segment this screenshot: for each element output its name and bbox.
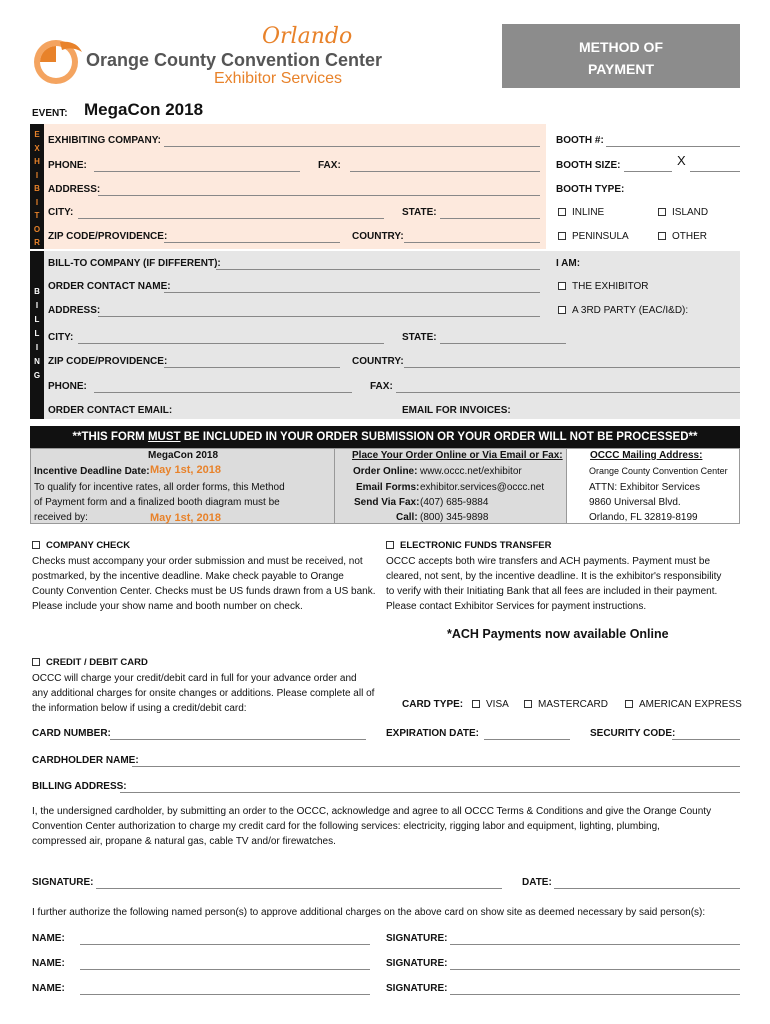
authorization-text (32, 804, 744, 849)
eft-line: Please contact Exhibitor Services for payment instructions. (386, 601, 647, 612)
bill-to-label: BILL-TO COMPANY (IF DIFFERENT): (48, 258, 221, 269)
checkbox-icon[interactable] (558, 306, 566, 314)
bill-to-field[interactable] (216, 269, 540, 270)
method-line2: PAYMENT (587, 61, 655, 77)
card-amex-option[interactable] (625, 699, 742, 710)
booth-inline-option[interactable] (558, 207, 604, 218)
authorized-name-field-3[interactable] (80, 994, 370, 995)
booth-number-field[interactable] (606, 146, 740, 147)
side-letter: I (35, 197, 39, 207)
side-letter: B (34, 184, 40, 193)
card-visa-label: VISA (486, 699, 509, 710)
occc-logo (26, 24, 383, 90)
ach-notice: *ACH Payments now available Online (447, 627, 669, 641)
billing-zip-label: ZIP CODE/PROVIDENCE: (48, 356, 168, 367)
email-forms-label: Email Forms: (356, 482, 420, 493)
eft-line: to verify with their Initiating Bank that all fees are included in their payment. (386, 586, 718, 597)
credit-card-line: the information below if using a credit/debit card: (32, 703, 247, 714)
credit-card-line: OCCC will charge your credit/debit card in full for your advance order and (32, 673, 357, 684)
booth-inline-label: INLINE (572, 207, 605, 218)
i-am-third-party-label: A 3RD PARTY (EAC/I&D): (572, 305, 689, 316)
further-authorize-text: I further authorize the following named person(s) to approve additional charges on the above card on show site as deemed necessary by said person(s): (32, 907, 706, 918)
info-col3-title: OCCC Mailing Address: (590, 450, 703, 461)
checkbox-icon[interactable] (658, 232, 666, 240)
phone-label: PHONE: (48, 160, 87, 171)
city-label: CITY: (48, 207, 74, 218)
qualify-text-1: To qualify for incentive rates, all order forms, this Method (34, 482, 285, 493)
security-code-field[interactable] (672, 739, 740, 740)
side-letter: L (34, 315, 40, 324)
card-type-label: CARD TYPE: (402, 699, 464, 710)
warning-banner (30, 426, 740, 448)
billing-zip-field[interactable] (164, 367, 340, 368)
send-fax-label: Send Via Fax: (354, 497, 420, 508)
i-am-third-party-option[interactable] (558, 305, 688, 316)
order-contact-label: ORDER CONTACT NAME: (48, 281, 171, 292)
credit-card-text (32, 671, 392, 716)
booth-island-option[interactable] (658, 207, 708, 218)
qualify-text-2: of Payment form and a finalized booth diagram must be (34, 497, 280, 508)
received-by-date: May 1st, 2018 (150, 512, 221, 524)
fax-field[interactable] (350, 171, 540, 172)
checkbox-icon[interactable] (32, 541, 40, 549)
checkbox-icon[interactable] (386, 541, 394, 549)
sun-logo-icon (30, 34, 88, 86)
call-label: Call: (396, 512, 418, 523)
card-number-field[interactable] (110, 739, 366, 740)
authorized-name-field-1[interactable] (80, 944, 370, 945)
authorized-signature-field-1[interactable] (450, 944, 740, 945)
side-letter: O (33, 224, 41, 234)
company-check-text (32, 554, 382, 614)
date-field[interactable] (554, 888, 740, 889)
billing-city-field[interactable] (78, 343, 384, 344)
checkbox-icon[interactable] (558, 232, 566, 240)
credit-card-title: CREDIT / DEBIT CARD (46, 657, 148, 668)
banner-text-pre: **THIS FORM (72, 431, 148, 443)
cardholder-name-label: CARDHOLDER NAME: (32, 755, 139, 766)
authorized-name-label-3: NAME: (32, 983, 65, 994)
exhibiting-company-label: EXHIBITING COMPANY: (48, 135, 161, 146)
authorized-signature-label-2: SIGNATURE: (386, 958, 448, 969)
authorized-signature-label-3: SIGNATURE: (386, 983, 448, 994)
billing-side-bar (30, 251, 44, 419)
date-label: DATE: (522, 877, 552, 888)
billing-city-label: CITY: (48, 332, 74, 343)
card-billing-address-label: BILLING ADDRESS: (32, 781, 127, 792)
side-letter: N (34, 357, 40, 366)
info-col2-title: Place Your Order Online or Via Email or Fax: (352, 450, 563, 461)
checkbox-icon[interactable] (658, 208, 666, 216)
eft-title: ELECTRONIC FUNDS TRANSFER (400, 540, 552, 551)
fax-label: FAX: (318, 160, 341, 171)
billing-state-label: STATE: (402, 332, 437, 343)
billing-address-field[interactable] (98, 316, 540, 317)
side-letter: B (34, 287, 40, 296)
company-check-line: postmarked, by the incentive deadline. Make check payable to Orange (32, 571, 344, 582)
billing-section (44, 251, 740, 419)
billing-fax-label: FAX: (370, 381, 393, 392)
method-line1: METHOD OF (579, 39, 663, 55)
booth-size-depth-field[interactable] (690, 171, 740, 172)
side-letter: T (34, 211, 40, 220)
i-am-label: I AM: (556, 258, 581, 269)
address-field[interactable] (98, 195, 540, 196)
event-label: EVENT: (32, 108, 68, 119)
exhibiting-company-field[interactable] (164, 146, 540, 147)
card-billing-address-field[interactable] (120, 792, 740, 793)
checkbox-icon[interactable] (625, 700, 633, 708)
mailing-address-1: Orange County Convention Center (589, 466, 728, 476)
side-letter: H (34, 157, 40, 166)
exhibitor-side-bar (30, 124, 44, 249)
state-label: STATE: (402, 207, 437, 218)
booth-size-width-field[interactable] (624, 171, 672, 172)
state-field[interactable] (440, 218, 540, 219)
info-col1-title: MegaCon 2018 (148, 450, 219, 461)
checkbox-icon[interactable] (32, 658, 40, 666)
company-check-line: County Convention Center. Checks must be US funds drawn from a US bank. (32, 586, 376, 597)
authorized-signature-field-2[interactable] (450, 969, 740, 970)
card-number-label: CARD NUMBER: (32, 728, 111, 739)
billing-address-label: ADDRESS: (48, 305, 101, 316)
billing-country-field[interactable] (404, 367, 740, 368)
booth-size-x: X (677, 153, 686, 168)
order-online-link[interactable]: www.occc.net/exhibitor (420, 466, 522, 477)
billing-state-field[interactable] (440, 343, 566, 344)
side-letter: L (34, 329, 40, 338)
billing-phone-field[interactable] (94, 392, 352, 393)
side-letter: G (33, 371, 41, 380)
authorization-line: compressed air, propane & natural gas, cable TV and/or firewatches. (32, 836, 336, 847)
mailing-address-2: ATTN: Exhibitor Services (589, 482, 700, 493)
authorized-name-label-1: NAME: (32, 933, 65, 944)
side-letter: X (34, 143, 40, 153)
booth-number-label: BOOTH #: (556, 135, 604, 146)
credit-card-option[interactable] (32, 657, 148, 668)
authorized-name-label-2: NAME: (32, 958, 65, 969)
i-am-exhibitor-option[interactable] (558, 281, 649, 292)
address-label: ADDRESS: (48, 184, 101, 195)
side-letter: I (35, 170, 39, 180)
authorization-line: I, the undersigned cardholder, by submitting an order to the OCCC, acknowledge and agree to all OCCC Terms & Conditions and give the Orange County (32, 806, 712, 817)
logo-line2: Exhibitor Services (214, 70, 343, 87)
incentive-deadline-label: Incentive Deadline Date: (34, 466, 150, 477)
method-of-payment-box (502, 24, 740, 88)
zip-label: ZIP CODE/PROVIDENCE: (48, 231, 168, 242)
security-code-label: SECURITY CODE: (590, 728, 676, 739)
expiration-field[interactable] (484, 739, 570, 740)
checkbox-icon[interactable] (558, 208, 566, 216)
event-value: MegaCon 2018 (84, 100, 204, 119)
country-field[interactable] (404, 242, 540, 243)
company-check-title: COMPANY CHECK (46, 540, 131, 551)
booth-other-option[interactable] (658, 231, 707, 242)
zip-field[interactable] (164, 242, 340, 243)
card-amex-label: AMERICAN EXPRESS (639, 699, 742, 710)
booth-island-label: ISLAND (672, 207, 709, 218)
card-mastercard-option[interactable] (524, 699, 608, 710)
signature-label: SIGNATURE: (32, 877, 94, 888)
order-contact-email-label: ORDER CONTACT EMAIL: (48, 405, 173, 416)
booth-size-label: BOOTH SIZE: (556, 160, 621, 171)
side-letter: E (34, 130, 40, 139)
company-check-line: Please include your show name and booth number on check. (32, 601, 303, 612)
card-mastercard-label: MASTERCARD (538, 699, 609, 710)
qualify-text-3: received by: (34, 512, 88, 523)
invoice-email-label: EMAIL FOR INVOICES: (402, 405, 511, 416)
call-number: (800) 345-9898 (420, 512, 489, 523)
mailing-address-3: 9860 Universal Blvd. (589, 497, 681, 508)
billing-fax-field[interactable] (396, 392, 740, 393)
order-online-label: Order Online: (353, 466, 418, 477)
side-letter: I (35, 343, 39, 352)
banner-text-post: BE INCLUDED IN YOUR ORDER SUBMISSION OR YOUR ORDER WILL NOT BE PROCESSED** (180, 431, 698, 443)
credit-card-line: any additional charges for onsite changes or additions. Please complete all of (32, 688, 375, 699)
mailing-address-4: Orlando, FL 32819-8199 (589, 512, 698, 523)
signature-field[interactable] (96, 888, 502, 889)
email-forms-link[interactable]: exhibitor.services@occc.net (420, 482, 545, 493)
company-check-option[interactable] (32, 540, 130, 551)
checkbox-icon[interactable] (524, 700, 532, 708)
eft-line: cleared, not sent, by the incentive deadline. It is the exhibitor's responsibility (386, 571, 722, 582)
booth-peninsula-label: PENINSULA (572, 231, 629, 242)
booth-peninsula-option[interactable] (558, 231, 629, 242)
billing-country-label: COUNTRY: (352, 356, 404, 367)
country-label: COUNTRY: (352, 231, 404, 242)
authorization-line: Convention Center authorization to charge my credit card for the following services: electricity, rigging labor and equipment, lighting, plumbing, (32, 821, 660, 832)
logo-script: Orlando (262, 24, 353, 49)
billing-phone-label: PHONE: (48, 381, 87, 392)
city-field[interactable] (78, 218, 384, 219)
i-am-exhibitor-label: THE EXHIBITOR (572, 281, 649, 292)
side-letter: I (35, 301, 39, 310)
eft-text (386, 554, 746, 614)
incentive-deadline-date: May 1st, 2018 (150, 464, 221, 476)
send-fax-number: (407) 685-9884 (420, 497, 489, 508)
eft-option[interactable] (386, 540, 551, 551)
banner-text-must: MUST (147, 431, 181, 443)
expiration-label: EXPIRATION DATE: (386, 728, 479, 739)
authorized-name-field-2[interactable] (80, 969, 370, 970)
checkbox-icon[interactable] (472, 700, 480, 708)
phone-field[interactable] (94, 171, 300, 172)
booth-type-label: BOOTH TYPE: (556, 184, 625, 195)
card-visa-option[interactable] (472, 699, 509, 710)
booth-other-label: OTHER (672, 231, 707, 242)
eft-line: OCCC accepts both wire transfers and ACH payments. Payment must be (386, 556, 711, 567)
cardholder-name-field[interactable] (132, 766, 740, 767)
authorized-signature-field-3[interactable] (450, 994, 740, 995)
company-check-line: Checks must accompany your order submission and must be received, not (32, 556, 363, 567)
authorized-signature-label-1: SIGNATURE: (386, 933, 448, 944)
logo-line1: Orange County Convention Center (86, 50, 383, 70)
checkbox-icon[interactable] (558, 282, 566, 290)
side-letter: R (34, 238, 40, 247)
order-contact-field[interactable] (164, 292, 540, 293)
